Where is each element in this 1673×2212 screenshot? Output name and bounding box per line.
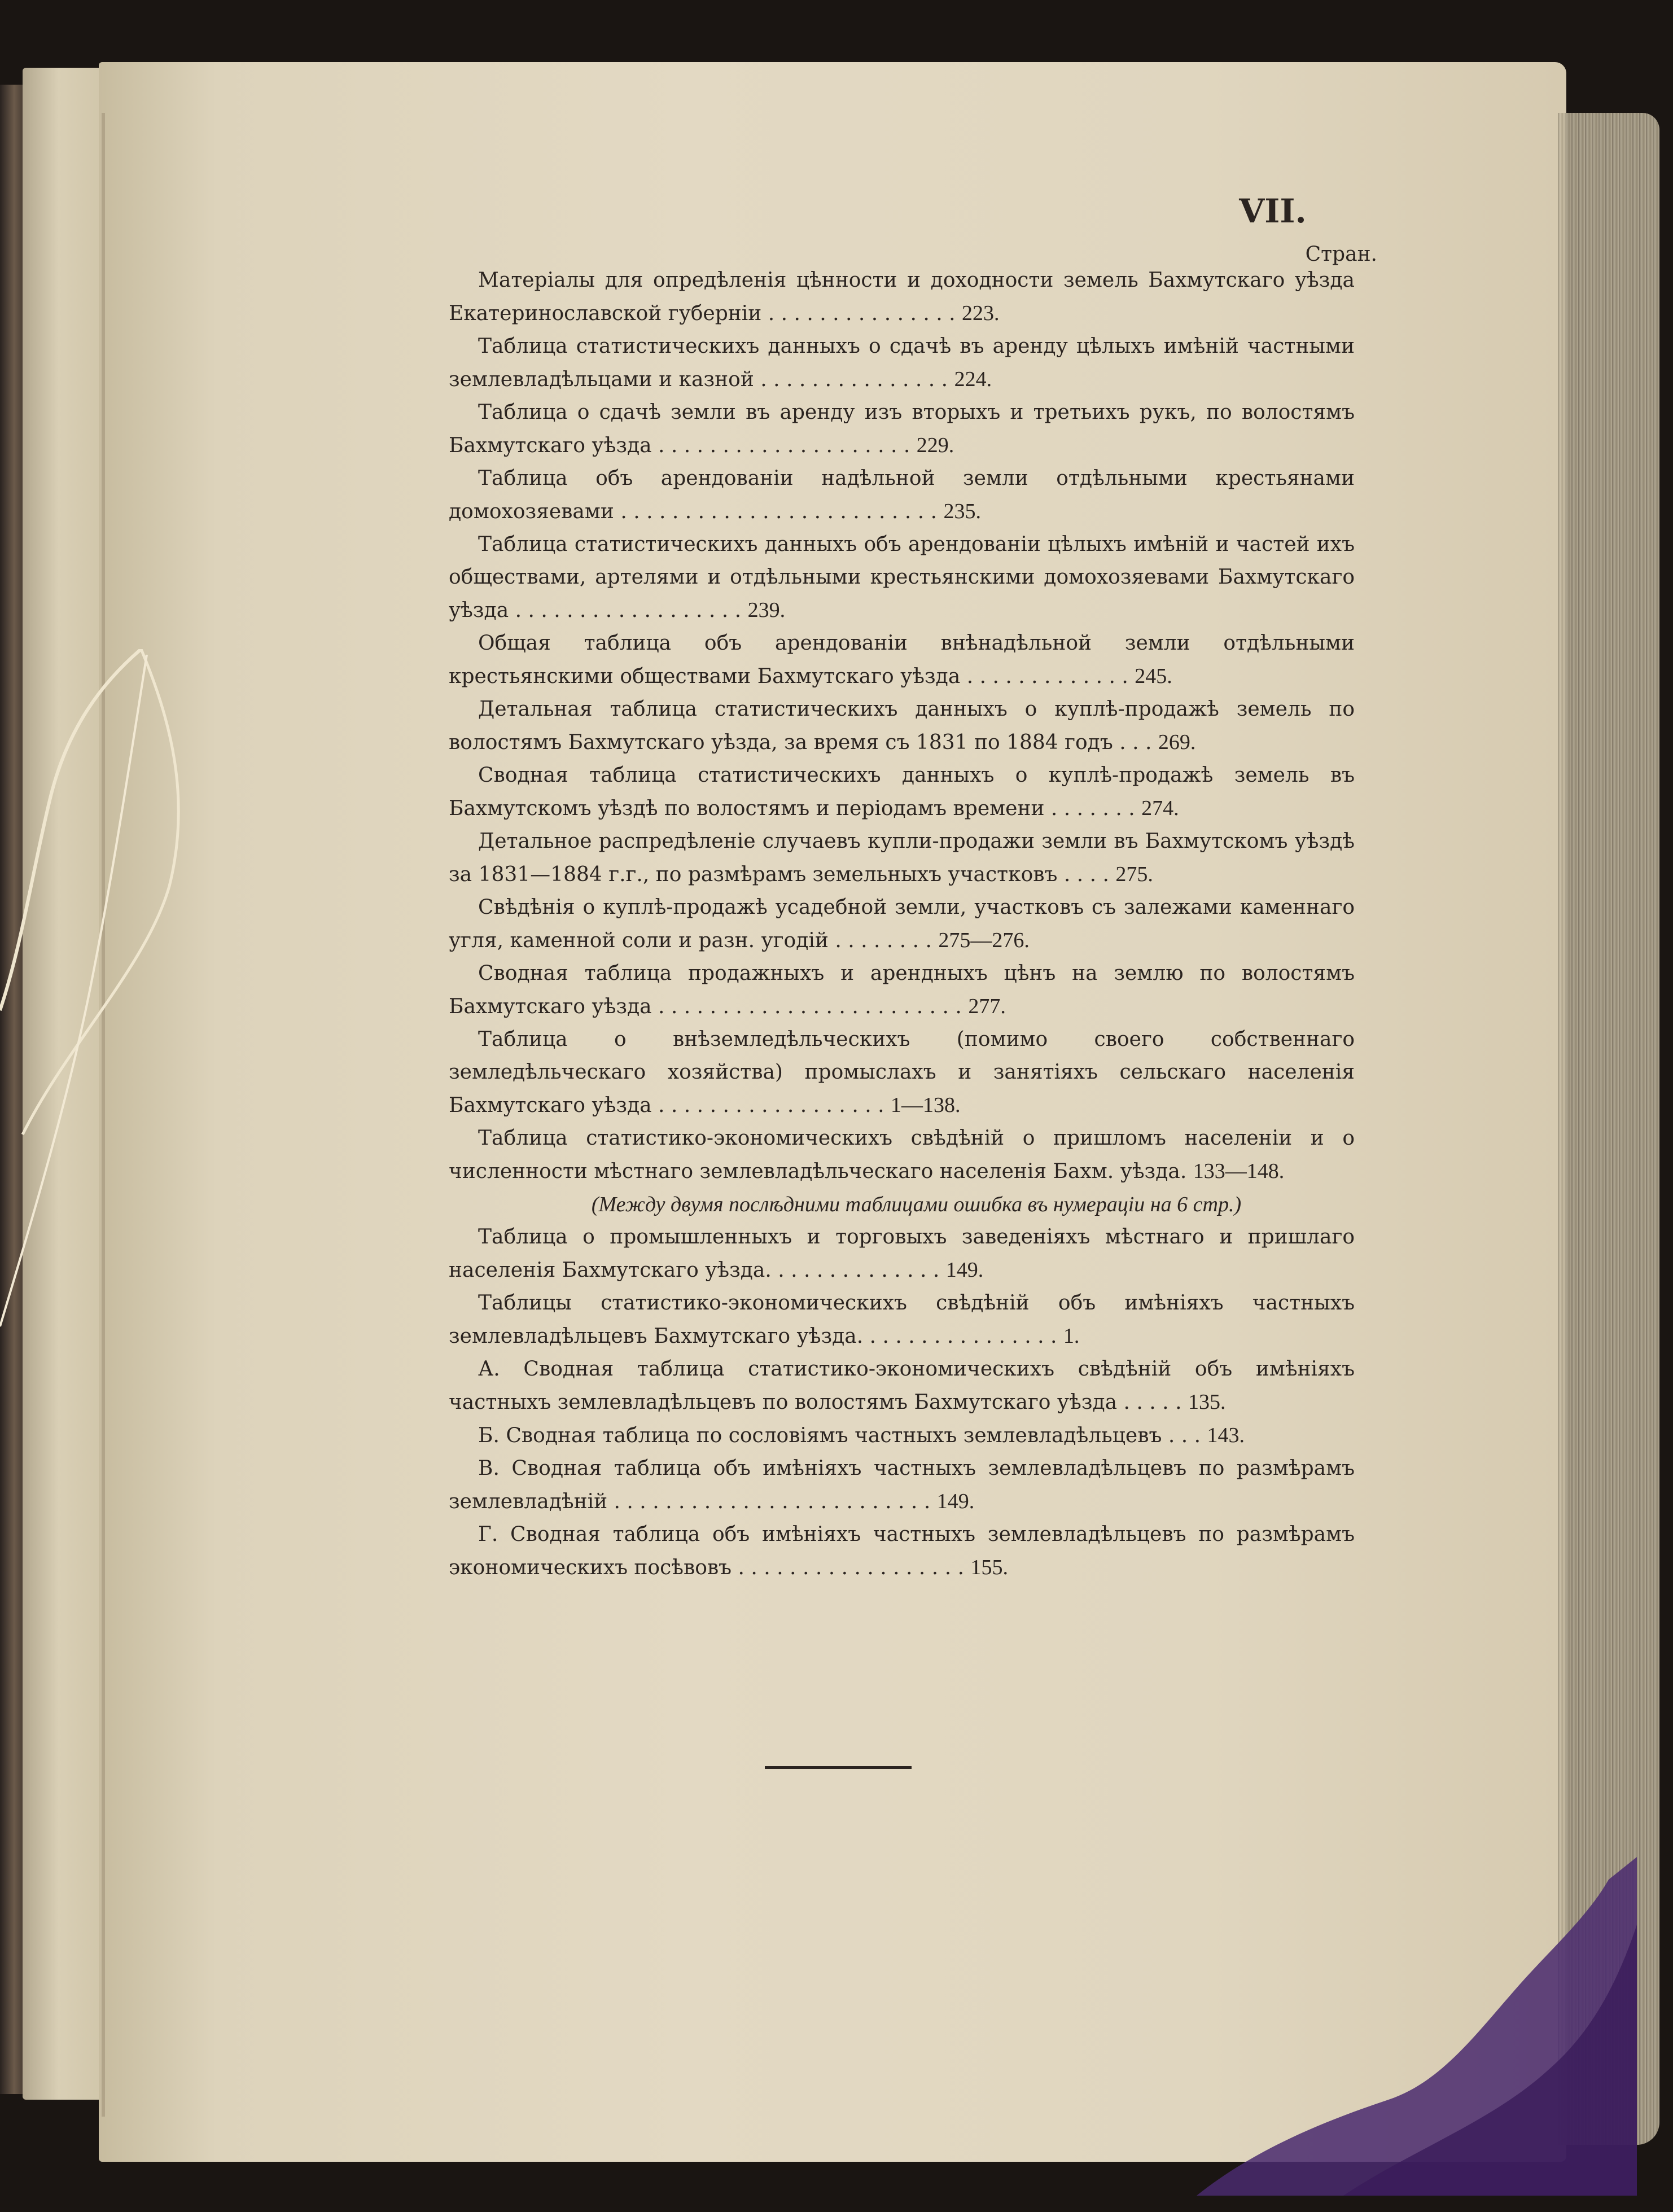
page-edges [1558, 113, 1659, 2145]
toc-entry-page: 224. [954, 367, 992, 391]
toc-entry-title: Б. Сводная таблица по сословіямъ частныхъ землевладѣльцевъ . . . [478, 1424, 1207, 1447]
toc-entry [449, 891, 1355, 957]
toc-entry [449, 1287, 1355, 1353]
toc-entry-page: 277. [968, 995, 1006, 1018]
toc-entry-title: Сводная таблица статистическихъ данныхъ о куплѣ-продажѣ земель въ Бахмутскомъ уѣздѣ по волостямъ и періодамъ времени . . . . . . . [449, 764, 1355, 820]
toc-entry-page: 274. [1141, 796, 1179, 820]
toc-entry [449, 1452, 1355, 1518]
toc-entry-page: 149. [945, 1258, 984, 1282]
toc-entry-title: Таблица о внѣземледѣльческихъ (помимо своего собственнаго земледѣльческаго хозяйства) промыслахъ и занятіяхъ сельскаго населенія Бахмутскаго уѣзда . . . . . . . . . . . . . . . . . . [449, 1028, 1355, 1117]
toc-entry-title: Матеріалы для опредѣленія цѣнности и доходности земель Бахмутскаго уѣзда Екатеринославской губерніи . . . . . . . . . . . . . . . [449, 269, 1355, 325]
toc-entry-title: Таблица статистико-экономическихъ свѣдѣній о пришломъ населеніи и о численности мѣстнаго землевладѣльческаго населенія Бахм. уѣзда. [449, 1127, 1355, 1183]
toc-entry [449, 1419, 1355, 1452]
toc-entry-title: Таблицы статистико-экономическихъ свѣдѣній объ имѣніяхъ частныхъ землевладѣльцевъ Бахмутскаго уѣзда. . . . . . . . . . . . . . . . [449, 1291, 1355, 1348]
page-number: VII. [1239, 192, 1307, 230]
toc-entry-title: В. Сводная таблица объ имѣніяхъ частныхъ землевладѣльцевъ по размѣрамъ землевладѣній . . . . . . . . . . . . . . . . . . . . . . . . . [449, 1457, 1355, 1513]
toc-entry [449, 1122, 1355, 1188]
toc-entry-title: Г. Сводная таблица объ имѣніяхъ частныхъ землевладѣльцевъ по размѣрамъ экономическихъ посѣвовъ . . . . . . . . . . . . . . . . . . [449, 1523, 1355, 1579]
toc-entry-page: 149. [936, 1490, 975, 1513]
closing-rule [765, 1766, 912, 1769]
toc-entry [449, 1221, 1355, 1287]
toc-entry-page: 269. [1158, 730, 1196, 754]
page-column-header: Стран. [1305, 243, 1377, 266]
toc-entry [449, 759, 1355, 825]
toc-entry-page: 229. [916, 433, 954, 457]
toc-entry-page: 239. [747, 598, 786, 622]
toc-entry-page: 1—138. [890, 1093, 961, 1117]
toc-entry-title: Таблица статистическихъ данныхъ о сдачѣ въ аренду цѣлыхъ имѣній частными землевладѣльцами и казной . . . . . . . . . . . . . . . [449, 335, 1355, 391]
toc-entry-page: 275—276. [938, 928, 1030, 952]
toc-entry-page: 135. [1188, 1390, 1226, 1414]
toc-entry-title: Общая таблица объ арендованіи внѣнадѣльной земли отдѣльными крестьянскими обществами Бахмутскаго уѣзда . . . . . . . . . . . . . [449, 632, 1355, 688]
toc-entry [449, 528, 1355, 627]
toc-entry [449, 462, 1355, 528]
toc-entry [449, 1023, 1355, 1122]
toc-entry-page: 275. [1115, 862, 1153, 886]
toc-entry-title: Детальное распредѣленіе случаевъ купли-продажи земли въ Бахмутскомъ уѣздѣ за 1831—1884 г.г., по размѣрамъ земельныхъ участковъ . . . . [449, 830, 1355, 886]
toc-entry-title: Таблица о промышленныхъ и торговыхъ заведеніяхъ мѣстнаго и пришлаго населенія Бахмутскаго уѣзда. . . . . . . . . . . . . . [449, 1225, 1355, 1282]
toc-entry-page: 143. [1207, 1423, 1245, 1447]
toc-entry [449, 264, 1355, 330]
gutter-fold [102, 113, 105, 2117]
toc-entry [449, 1353, 1355, 1419]
toc-entry-page: 235. [943, 500, 981, 523]
toc-entry [449, 1518, 1355, 1584]
toc-entry-page: 245. [1135, 664, 1172, 688]
toc-entry [449, 627, 1355, 693]
toc-entry-title: Сводная таблица продажныхъ и арендныхъ цѣнъ на землю по волостямъ Бахмутскаго уѣзда . . . . . . . . . . . . . . . . . . . . . . . . [449, 962, 1355, 1018]
table-of-contents [449, 264, 1355, 1584]
toc-entry [449, 825, 1355, 891]
toc-entry-title: Свѣдѣнія о куплѣ-продажѣ усадебной земли, участковъ съ залежами каменнаго угля, каменной соли и разн. угодій . . . . . . . . [449, 896, 1355, 952]
toc-note: (Между двумя послѣдними таблицами ошибка въ нумераціи на 6 стр.) [591, 1193, 1242, 1216]
toc-entry-page: 223. [962, 301, 1000, 325]
toc-entry-title: Таблица о сдачѣ земли въ аренду изъ вторыхъ и третьихъ рукъ, по волостямъ Бахмутскаго уѣзда . . . . . . . . . . . . . . . . . . . . [449, 401, 1355, 457]
toc-entry [449, 396, 1355, 462]
toc-entry [449, 693, 1355, 759]
toc-entry-page: 133—148. [1193, 1159, 1285, 1183]
toc-entry-title: Таблица объ арендованіи надѣльной земли отдѣльными крестьянами домохозяевами . . . . . . . . . . . . . . . . . . . . . . . . . [449, 467, 1355, 523]
toc-entry-title: Таблица статистическихъ данныхъ объ арендованіи цѣлыхъ имѣній и частей ихъ обществами, артелями и отдѣльными крестьянскими домохозяевами Бахмутскаго уѣзда . . . . . . . . . . . . . . . . . . [449, 533, 1355, 622]
toc-entry [449, 330, 1355, 396]
toc-entry [449, 957, 1355, 1023]
toc-entry-title: А. Сводная таблица статистико-экономическихъ свѣдѣній объ имѣніяхъ частныхъ землевладѣльцевъ по волостямъ Бахмутскаго уѣзда . . . . . [449, 1357, 1355, 1414]
toc-entry-page: 155. [970, 1556, 1008, 1579]
toc-entry-title: Детальная таблица статистическихъ данныхъ о куплѣ-продажѣ земель по волостямъ Бахмутскаго уѣзда, за время съ 1831 по 1884 годъ . . . [449, 698, 1355, 754]
toc-entry-page: 1. [1063, 1324, 1080, 1348]
